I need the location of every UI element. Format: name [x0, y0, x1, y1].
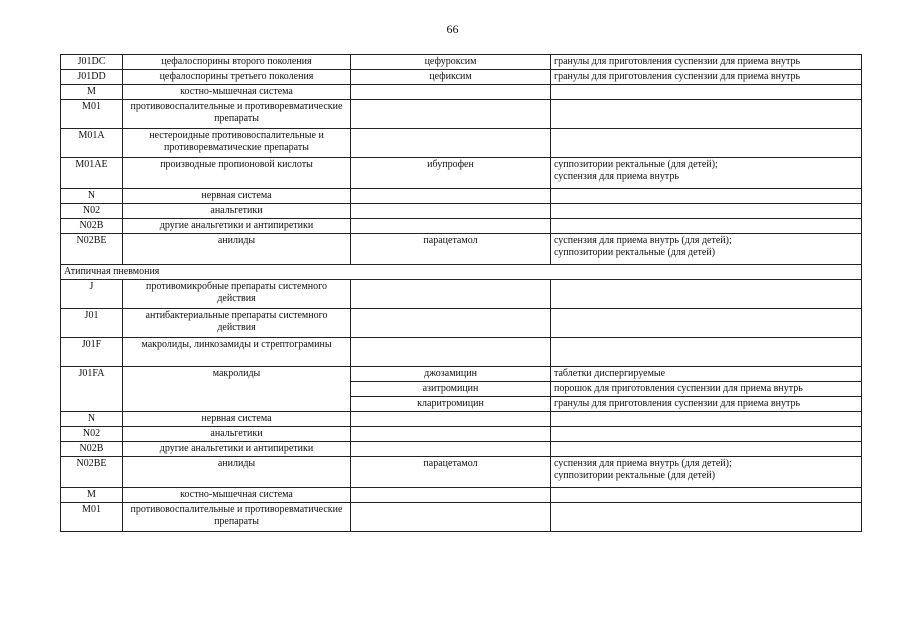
drug-name-cell: кларитромицин	[351, 397, 551, 412]
atc-code-cell: M	[61, 85, 123, 100]
drug-name-cell: цефиксим	[351, 70, 551, 85]
table-row	[61, 338, 862, 367]
table-row	[61, 204, 862, 219]
atc-group-cell: нервная система	[123, 412, 351, 427]
atc-code-cell: M01A	[61, 129, 123, 158]
drug-name-cell	[351, 412, 551, 427]
dosage-form-cell: таблетки диспергируемые	[551, 367, 862, 382]
atc-code-cell: J01F	[61, 338, 123, 367]
dosage-form-cell: суспензия для приема внутрь (для детей); суппозитории ректальные (для детей)	[551, 234, 862, 265]
atc-group-cell: нестероидные противовоспалительные и противоревматические препараты	[123, 129, 351, 158]
atc-code-cell: N02BE	[61, 457, 123, 488]
atc-code-cell: M01	[61, 100, 123, 129]
drug-name-cell	[351, 204, 551, 219]
atc-code-cell: N02	[61, 427, 123, 442]
dosage-form-cell	[551, 338, 862, 367]
dosage-form-cell: гранулы для приготовления суспензии для приема внутрь	[551, 55, 862, 70]
atc-group-cell: костно-мышечная система	[123, 85, 351, 100]
atc-code-cell: J01DC	[61, 55, 123, 70]
table-row	[61, 129, 862, 158]
atc-code-cell: M01AE	[61, 158, 123, 189]
atc-group-cell: другие анальгетики и антипиретики	[123, 219, 351, 234]
atc-group-cell: нервная система	[123, 189, 351, 204]
drug-name-cell	[351, 309, 551, 338]
atc-code-cell: J01FA	[61, 367, 123, 412]
table-row	[61, 427, 862, 442]
atc-code-cell: J01	[61, 309, 123, 338]
dosage-form-cell	[551, 309, 862, 338]
table-row	[61, 158, 862, 189]
atc-code-cell: M	[61, 488, 123, 503]
atc-group-cell: противовоспалительные и противоревматические препараты	[123, 100, 351, 129]
drug-name-cell: парацетамол	[351, 234, 551, 265]
table-body	[61, 55, 862, 532]
atc-code-cell: J01DD	[61, 70, 123, 85]
dosage-form-cell: гранулы для приготовления суспензии для приема внутрь	[551, 397, 862, 412]
drug-name-cell	[351, 280, 551, 309]
dosage-form-cell	[551, 488, 862, 503]
atc-group-cell: анилиды	[123, 457, 351, 488]
drug-name-cell	[351, 427, 551, 442]
drug-name-cell: азитромицин	[351, 382, 551, 397]
dosage-form-cell	[551, 412, 862, 427]
drug-name-cell: цефуроксим	[351, 55, 551, 70]
drug-name-cell	[351, 503, 551, 532]
atc-code-cell: N	[61, 189, 123, 204]
atc-group-cell: цефалоспорины второго поколения	[123, 55, 351, 70]
drug-name-cell: джозамицин	[351, 367, 551, 382]
atc-group-cell: анальгетики	[123, 204, 351, 219]
table-row	[61, 442, 862, 457]
drug-name-cell: парацетамол	[351, 457, 551, 488]
drug-name-cell	[351, 85, 551, 100]
dosage-form-cell: суспензия для приема внутрь (для детей); суппозитории ректальные (для детей)	[551, 457, 862, 488]
dosage-form-cell	[551, 204, 862, 219]
dosage-form-cell: порошок для приготовления суспензии для приема внутрь	[551, 382, 862, 397]
atc-group-cell: производные пропионовой кислоты	[123, 158, 351, 189]
section-row	[61, 265, 862, 280]
table-row	[61, 280, 862, 309]
atc-code-cell: N02B	[61, 442, 123, 457]
dosage-form-cell	[551, 280, 862, 309]
atc-group-cell: антибактериальные препараты системного действия	[123, 309, 351, 338]
table-row	[61, 457, 862, 488]
drug-table	[60, 54, 862, 532]
atc-group-cell: макролиды, линкозамиды и стрептограмины	[123, 338, 351, 367]
atc-group-cell: макролиды	[123, 367, 351, 412]
atc-group-cell: анальгетики	[123, 427, 351, 442]
atc-group-cell: костно-мышечная система	[123, 488, 351, 503]
table-row	[61, 70, 862, 85]
drug-name-cell	[351, 219, 551, 234]
table-row	[61, 219, 862, 234]
table-row	[61, 55, 862, 70]
atc-code-cell: M01	[61, 503, 123, 532]
table-row	[61, 412, 862, 427]
dosage-form-cell	[551, 427, 862, 442]
atc-code-cell: N02B	[61, 219, 123, 234]
table-row	[61, 309, 862, 338]
dosage-form-cell	[551, 85, 862, 100]
section-title: Атипичная пневмония	[61, 265, 862, 280]
atc-group-cell: цефалоспорины третьего поколения	[123, 70, 351, 85]
drug-name-cell	[351, 442, 551, 457]
drug-name-cell	[351, 100, 551, 129]
dosage-form-cell	[551, 503, 862, 532]
table-row	[61, 488, 862, 503]
dosage-form-cell	[551, 189, 862, 204]
table-row	[61, 503, 862, 532]
atc-code-cell: N02BE	[61, 234, 123, 265]
table-row	[61, 234, 862, 265]
atc-group-cell: анилиды	[123, 234, 351, 265]
drug-name-cell	[351, 129, 551, 158]
dosage-form-cell	[551, 100, 862, 129]
page-number: 66	[446, 22, 459, 36]
table-row	[61, 367, 862, 382]
dosage-form-cell	[551, 442, 862, 457]
atc-code-cell: N	[61, 412, 123, 427]
atc-group-cell: противомикробные препараты системного действия	[123, 280, 351, 309]
atc-group-cell: другие анальгетики и антипиретики	[123, 442, 351, 457]
table-row	[61, 189, 862, 204]
dosage-form-cell	[551, 129, 862, 158]
drug-name-cell	[351, 488, 551, 503]
dosage-form-cell: суппозитории ректальные (для детей); суспензия для приема внутрь	[551, 158, 862, 189]
dosage-form-cell	[551, 219, 862, 234]
table-row	[61, 85, 862, 100]
drug-name-cell: ибупрофен	[351, 158, 551, 189]
table-row	[61, 100, 862, 129]
dosage-form-cell: гранулы для приготовления суспензии для приема внутрь	[551, 70, 862, 85]
atc-group-cell: противовоспалительные и противоревматические препараты	[123, 503, 351, 532]
atc-code-cell: J	[61, 280, 123, 309]
drug-name-cell	[351, 338, 551, 367]
atc-code-cell: N02	[61, 204, 123, 219]
drug-name-cell	[351, 189, 551, 204]
